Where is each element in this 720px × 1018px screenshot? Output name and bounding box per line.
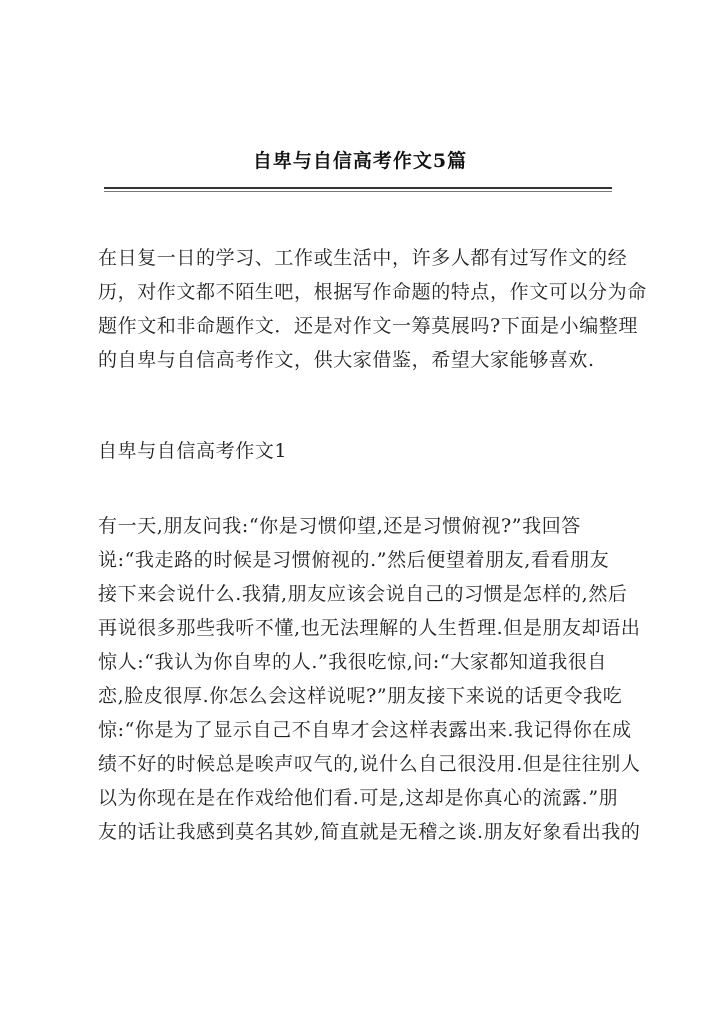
paragraph-line: 以为你现在是在作戏给他们看.可是,这却是你真心的流露.”朋 bbox=[98, 787, 619, 809]
story-paragraph bbox=[98, 509, 641, 849]
section-heading: 自卑与自信高考作文1 bbox=[98, 440, 288, 462]
document-title: 自卑与自信高考作文5篇 bbox=[252, 150, 468, 172]
paragraph-line: 接下来会说什么.我猜,朋友应该会说自己的习惯是怎样的,然后 bbox=[98, 583, 628, 605]
paragraph-line: 的自卑与自信高考作文，供大家借鉴，希望大家能够喜欢. bbox=[98, 349, 595, 371]
intro-paragraph bbox=[98, 241, 647, 377]
paragraph-line: 在日复一日的学习、工作或生活中，许多人都有过写作文的经 bbox=[98, 247, 628, 269]
paragraph-line: 恋,脸皮很厚.你怎么会这样说呢?”朋友接下来说的话更令我吃 bbox=[98, 685, 623, 707]
paragraph-line: 有一天,朋友问我:“你是习惯仰望,还是习惯俯视?”我回答 bbox=[98, 515, 581, 537]
paragraph-line: 题作文和非命题作文．还是对作文一筹莫展吗?下面是小编整理 bbox=[98, 315, 638, 337]
paragraph-line: 惊:“你是为了显示自己不自卑才会这样表露出来.我记得你在成 bbox=[98, 719, 632, 741]
paragraph-line: 说:“我走路的时候是习惯俯视的.”然后便望着朋友,看看朋友 bbox=[98, 549, 610, 571]
paragraph-line: 绩不好的时候总是唉声叹气的,说什么自己很没用.但是往往别人 bbox=[98, 753, 641, 775]
paragraph-line: 历，对作文都不陌生吧，根据写作命题的特点，作文可以分为命 bbox=[98, 281, 647, 303]
paragraph-line: 友的话让我感到莫名其妙,简直就是无稽之谈.朋友好象看出我的 bbox=[98, 821, 641, 843]
paragraph-line: 再说很多那些我听不懂,也无法理解的人生哲理.但是朋友却语出 bbox=[98, 617, 641, 639]
paragraph-line: 惊人:“我认为你自卑的人.”我很吃惊,问:“大家都知道我很自 bbox=[98, 651, 608, 673]
title-divider bbox=[104, 187, 612, 192]
